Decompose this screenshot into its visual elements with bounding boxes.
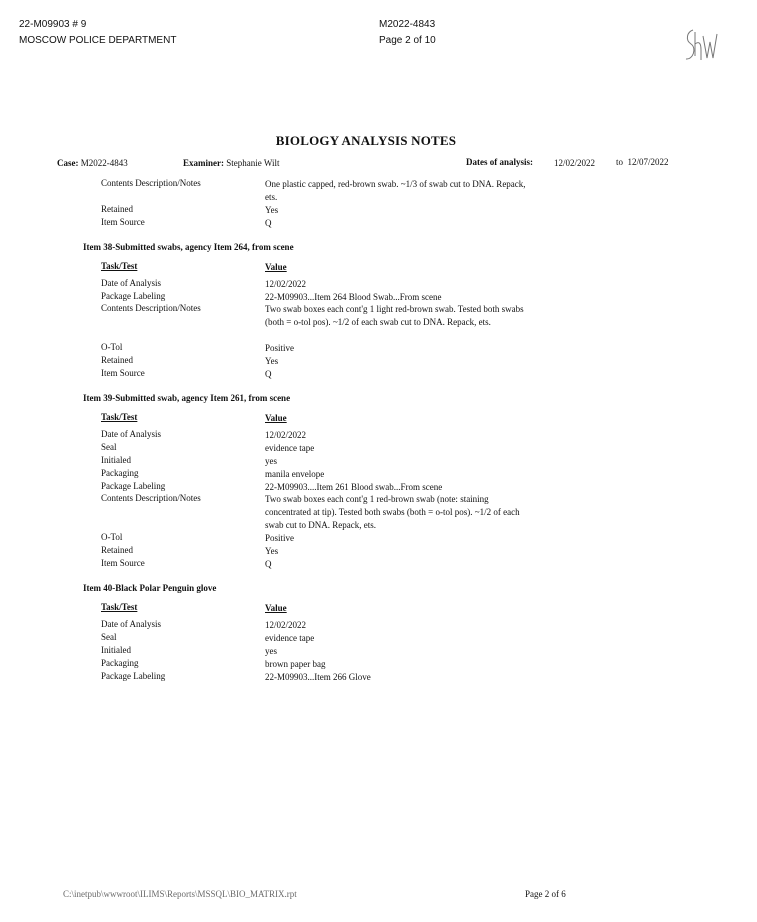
row-label: Contents Description/Notes <box>101 178 201 188</box>
row-label: Seal <box>101 442 117 452</box>
dates-label: Dates of analysis: <box>466 157 533 167</box>
row-label: Retained <box>101 204 133 214</box>
column-header-task: Task/Test <box>101 412 138 422</box>
header-page-number: Page 2 of 10 <box>379 35 436 46</box>
row-label: Packaging <box>101 468 139 478</box>
row-label: Packaging <box>101 658 139 668</box>
row-value: Q <box>265 559 272 569</box>
footer-page-number: Page 2 of 6 <box>525 889 566 899</box>
item-heading: Item 39-Submitted swab, agency Item 261, from scene <box>83 393 291 403</box>
row-label: Contents Description/Notes <box>101 303 201 313</box>
report-title: BIOLOGY ANALYSIS NOTES <box>275 133 457 148</box>
examiner-label: Examiner: <box>183 158 224 168</box>
item-heading: Item 38-Submitted swabs, agency Item 264, from scene <box>83 242 294 252</box>
row-value: Q <box>265 369 272 379</box>
row-value: yes <box>265 646 277 656</box>
row-value: brown paper bag <box>265 659 326 669</box>
examiner <box>183 158 279 168</box>
row-label: Retained <box>101 355 133 365</box>
row-value: Yes <box>265 356 279 366</box>
row-label: Package Labeling <box>101 671 166 681</box>
row-value: 12/02/2022 <box>265 279 307 289</box>
examiner-value: Stephanie Wilt <box>226 158 280 168</box>
row-label: Package Labeling <box>101 291 166 301</box>
row-value: Yes <box>265 546 279 556</box>
row-value: evidence tape <box>265 633 315 643</box>
row-value: Positive <box>265 343 295 353</box>
column-header-task: Task/Test <box>101 261 138 271</box>
row-label: Contents Description/Notes <box>101 493 201 503</box>
row-label: Initialed <box>101 645 131 655</box>
row-label: Seal <box>101 632 117 642</box>
row-label: Item Source <box>101 217 145 227</box>
row-label: Package Labeling <box>101 481 166 491</box>
row-value: Two swab boxes each cont'g 1 light red-brown swab. Tested both swabs (both = o-tol pos). ~1/2 of each swab cut to DNA. Repack, ets. <box>265 304 524 327</box>
row-label: Date of Analysis <box>101 429 161 439</box>
header-report-number: M2022-4843 <box>379 19 436 30</box>
row-value: manila envelope <box>265 469 325 479</box>
row-label: O-Tol <box>101 342 123 352</box>
to-label: to <box>616 157 624 167</box>
row-label: Initialed <box>101 455 131 465</box>
case-line <box>57 158 128 168</box>
column-header-value: Value <box>265 262 287 272</box>
row-label: Item Source <box>101 368 145 378</box>
column-header-value: Value <box>265 603 287 613</box>
row-value: 12/02/2022 <box>265 430 307 440</box>
signature-initials <box>683 26 719 66</box>
header-case-ref: 22-M09903 # 9 <box>19 19 87 30</box>
date-range-to <box>616 157 669 167</box>
date-to: 12/07/2022 <box>627 157 669 167</box>
column-header-task: Task/Test <box>101 602 138 612</box>
case-label: Case: <box>57 158 79 168</box>
row-label: Item Source <box>101 558 145 568</box>
row-value: 22-M09903....Item 261 Blood swab...From scene <box>265 482 443 492</box>
row-value: 12/02/2022 <box>265 620 307 630</box>
row-label: O-Tol <box>101 532 123 542</box>
row-value: One plastic capped, red-brown swab. ~1/3 of swab cut to DNA. Repack, ets. <box>265 179 526 202</box>
row-value: 22-M09903...Item 264 Blood Swab...From scene <box>265 292 442 302</box>
row-label: Date of Analysis <box>101 619 161 629</box>
footer-report-path: C:\inetpub\wwwroot\ILIMS\Reports\MSSQL\BIO_MATRIX.rpt <box>63 889 297 899</box>
case-value: M2022-4843 <box>80 158 128 168</box>
row-label: Date of Analysis <box>101 278 161 288</box>
row-value: Two swab boxes each cont'g 1 red-brown swab (note: staining concentrated at tip). Tested both swabs (both = o-tol pos). ~1/2 of each swab cut to DNA. Repack, ets. <box>265 494 520 530</box>
header-department: MOSCOW POLICE DEPARTMENT <box>19 35 177 46</box>
row-value: 22-M09903...Item 266 Glove <box>265 672 371 682</box>
row-value: yes <box>265 456 277 466</box>
row-label: Retained <box>101 545 133 555</box>
row-value: Yes <box>265 205 279 215</box>
row-value: Positive <box>265 533 295 543</box>
column-header-value: Value <box>265 413 287 423</box>
row-value: evidence tape <box>265 443 315 453</box>
item-heading: Item 40-Black Polar Penguin glove <box>83 583 217 593</box>
row-value: Q <box>265 218 272 228</box>
date-from: 12/02/2022 <box>554 158 596 168</box>
